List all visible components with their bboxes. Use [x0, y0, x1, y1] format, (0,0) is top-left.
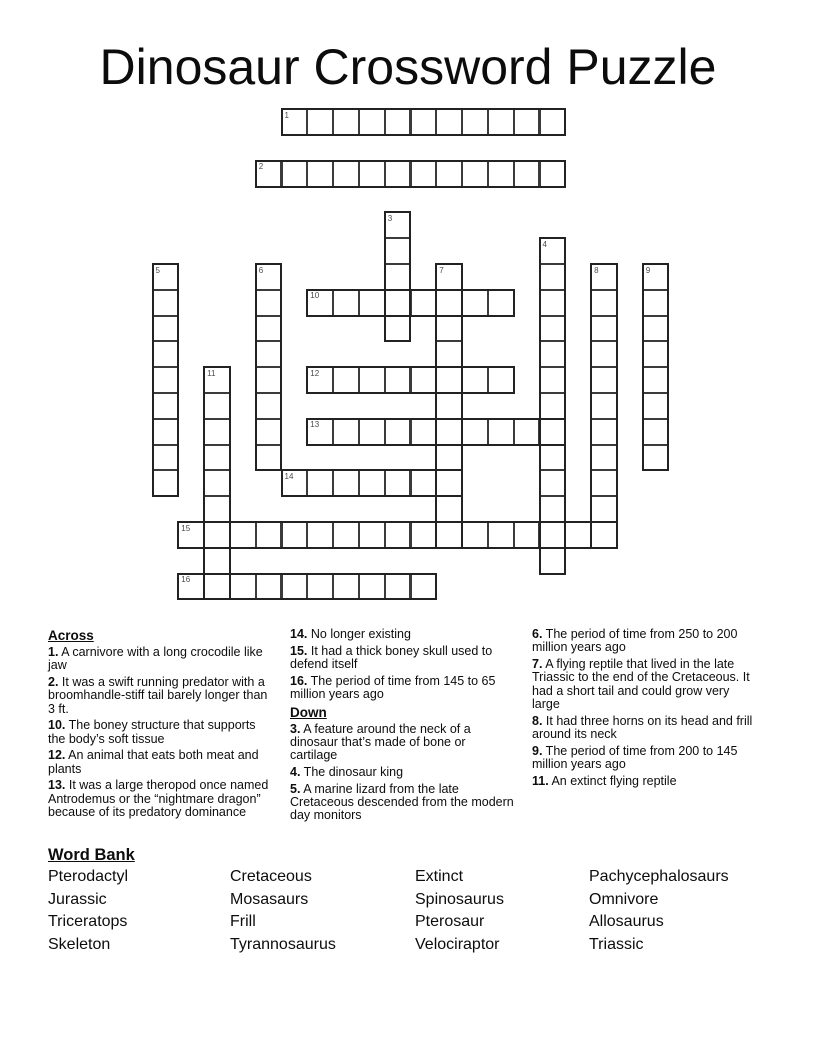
grid-cell[interactable]: [642, 418, 670, 446]
clue-down-11: 11. An extinct flying reptile: [532, 773, 677, 788]
grid-cell[interactable]: [255, 315, 283, 343]
word-bank-item: Jurassic: [48, 890, 107, 908]
grid-cell[interactable]: [461, 366, 489, 394]
cell-number-15: 15: [181, 523, 191, 533]
clue-across-1: 1. A carnivore with a long crocodile like jaw: [48, 645, 263, 673]
grid-cell[interactable]: [590, 289, 618, 317]
grid-cell[interactable]: [435, 418, 463, 446]
grid-cell[interactable]: [152, 418, 180, 446]
clue-column-3: [532, 628, 756, 791]
word-bank-item: Velociraptor: [415, 935, 500, 953]
clue-number: 1.: [48, 645, 59, 659]
grid-cell[interactable]: [332, 469, 360, 497]
grid-cell[interactable]: [539, 289, 567, 317]
grid-cell[interactable]: [435, 392, 463, 420]
clue-number: 12.: [48, 748, 66, 763]
grid-cell[interactable]: [152, 392, 180, 420]
grid-cell[interactable]: [590, 366, 618, 394]
grid-cell[interactable]: [281, 469, 309, 497]
grid-cell[interactable]: [513, 108, 541, 136]
grid-cell[interactable]: [306, 521, 334, 549]
puzzle-title: Dinosaur Crossword Puzzle: [99, 39, 717, 95]
grid-cell[interactable]: [152, 469, 180, 497]
word-bank-column-1: [48, 866, 128, 956]
clue-number: 8.: [532, 713, 543, 728]
clue-down-6: 6. The period of time from 250 to 200 million years ago: [532, 627, 738, 655]
grid-cell[interactable]: [435, 444, 463, 472]
cell-number-9: 9: [645, 265, 651, 275]
grid-cell[interactable]: [358, 418, 386, 446]
cell-number-10: 10: [310, 291, 320, 301]
grid-cell[interactable]: [642, 340, 670, 368]
clue-across-14: 14. No longer existing: [290, 627, 411, 641]
grid-cell[interactable]: [332, 108, 360, 136]
grid-cell[interactable]: [358, 573, 386, 601]
cell-number-14: 14: [284, 471, 294, 481]
grid-cell[interactable]: [384, 573, 412, 601]
grid-cell[interactable]: [203, 418, 231, 446]
clue-number: 16.: [290, 673, 308, 688]
grid-cell[interactable]: [358, 366, 386, 394]
cell-number-11: 11: [207, 368, 216, 378]
word-bank-column-2: [230, 866, 336, 956]
grid-cell[interactable]: [384, 418, 412, 446]
grid-cell[interactable]: [255, 340, 283, 368]
grid-cell[interactable]: [590, 469, 618, 497]
grid-cell[interactable]: [642, 444, 670, 472]
cell-number-12: 12: [310, 368, 320, 378]
clue-across-13: 13. It was a large theropod once named Antrodemus or the “nightmare dragon” because of its predatory dominance: [48, 778, 269, 820]
word-bank-item: Pachycephalosaurs: [589, 868, 729, 885]
grid-cell[interactable]: [590, 263, 618, 291]
grid-cell[interactable]: [590, 340, 618, 368]
clue-column-1: [48, 628, 272, 823]
grid-cell[interactable]: [539, 108, 567, 136]
clue-number: 2.: [48, 675, 59, 689]
grid-cell[interactable]: [410, 108, 438, 136]
grid-cell[interactable]: [384, 289, 412, 317]
grid-cell[interactable]: [177, 573, 205, 601]
grid-cell[interactable]: [590, 521, 618, 549]
grid-cell[interactable]: [410, 160, 438, 188]
grid-cell[interactable]: [281, 521, 309, 549]
clue-down-7: 7. A flying reptile that lived in the late Triassic to the end of the Cretaceous. It had a short tail and could grow very large: [532, 657, 750, 712]
grid-cell[interactable]: [539, 521, 567, 549]
grid-cell[interactable]: [642, 315, 670, 343]
grid-cell[interactable]: [539, 418, 567, 446]
word-bank-item: Tyrannosaurus: [230, 935, 336, 953]
grid-cell[interactable]: [203, 392, 231, 420]
grid-cell[interactable]: [461, 160, 489, 188]
grid-cell[interactable]: [255, 366, 283, 394]
word-bank-item: Spinosaurus: [415, 890, 504, 908]
grid-cell[interactable]: [435, 263, 463, 291]
grid-cell[interactable]: [590, 444, 618, 472]
grid-cell[interactable]: [435, 521, 463, 549]
grid-cell[interactable]: [642, 366, 670, 394]
grid-cell[interactable]: [410, 366, 438, 394]
clue-down-8: 8. It had three horns on its head and frill around its neck: [532, 713, 753, 742]
grid-cell[interactable]: [281, 573, 309, 601]
clue-number: 11.: [532, 773, 549, 788]
cell-number-3: 3: [387, 213, 393, 223]
grid-cell[interactable]: [255, 418, 283, 446]
word-bank-item: Skeleton: [48, 935, 111, 953]
word-bank-item: Mosasaurs: [230, 890, 309, 908]
word-bank-item: Triassic: [589, 935, 644, 953]
grid-cell[interactable]: [358, 289, 386, 317]
grid-cell[interactable]: [152, 444, 180, 472]
grid-cell[interactable]: [513, 160, 541, 188]
grid-cell[interactable]: [358, 160, 386, 188]
grid-cell[interactable]: [539, 160, 567, 188]
grid-cell[interactable]: [435, 160, 463, 188]
grid-cell[interactable]: [306, 289, 334, 317]
grid-cell[interactable]: [410, 521, 438, 549]
cell-number-4: 4: [542, 239, 547, 249]
grid-cell[interactable]: [203, 444, 231, 472]
grid-cell[interactable]: [435, 108, 463, 136]
clue-down-3: 3. A feature around the neck of a dinosaur that’s made of bone or cartilage: [290, 721, 471, 763]
word-bank-item: Pterosaur: [415, 913, 485, 931]
word-bank-item: Triceratops: [48, 913, 128, 931]
grid-cell[interactable]: [281, 108, 309, 136]
cell-number-7: 7: [439, 265, 444, 275]
grid-cell[interactable]: [539, 340, 567, 368]
clue-down-5: 5. A marine lizard from the late Cretaceous descended from the modern day monitors: [290, 781, 514, 823]
grid-cell[interactable]: [461, 521, 489, 549]
grid-cell[interactable]: [384, 469, 412, 497]
clue-column-2: [290, 628, 514, 826]
grid-cell[interactable]: [461, 289, 489, 317]
clue-number: 7.: [532, 657, 543, 671]
grid-cell[interactable]: [255, 392, 283, 420]
grid-cell[interactable]: [152, 289, 180, 317]
across-header: Across: [48, 628, 94, 643]
grid-cell[interactable]: [332, 289, 360, 317]
grid-cell[interactable]: [306, 366, 334, 394]
grid-cell[interactable]: [384, 366, 412, 394]
grid-cell[interactable]: [332, 160, 360, 188]
grid-cell[interactable]: [358, 469, 386, 497]
grid-cell[interactable]: [539, 469, 567, 497]
grid-cell[interactable]: [152, 366, 180, 394]
grid-cell[interactable]: [332, 366, 360, 394]
grid-cell[interactable]: [461, 418, 489, 446]
grid-cell[interactable]: [461, 108, 489, 136]
grid-cell[interactable]: [384, 160, 412, 188]
grid-cell[interactable]: [384, 521, 412, 549]
grid-cell[interactable]: [152, 315, 180, 343]
grid-cell[interactable]: [306, 108, 334, 136]
clue-across-2: 2. It was a swift running predator with a broomhandle-stiff tail barely longer than 3 ft.: [48, 675, 268, 716]
grid-cell[interactable]: [487, 289, 515, 317]
grid-cell[interactable]: [255, 444, 283, 472]
cell-number-6: 6: [258, 265, 264, 275]
cell-number-8: 8: [594, 265, 599, 275]
grid-cell[interactable]: [487, 418, 515, 446]
grid-cell[interactable]: [332, 573, 360, 601]
grid-cell[interactable]: [642, 263, 670, 291]
grid-cell[interactable]: [306, 160, 334, 188]
word-bank-item: Allosaurus: [589, 913, 664, 931]
cell-number-1: 1: [284, 110, 289, 120]
grid-cell[interactable]: [487, 160, 515, 188]
grid-cell[interactable]: [203, 495, 231, 523]
clue-number: 10.: [48, 718, 66, 733]
grid-cell[interactable]: [435, 366, 463, 394]
grid-cell[interactable]: [203, 521, 231, 549]
grid-cell[interactable]: [332, 418, 360, 446]
grid-cell[interactable]: [642, 289, 670, 317]
grid-cell[interactable]: [539, 237, 567, 265]
grid-cell[interactable]: [255, 573, 283, 601]
word-bank-column-3: [415, 866, 504, 956]
grid-cell[interactable]: [435, 469, 463, 497]
grid-cell[interactable]: [281, 160, 309, 188]
word-bank-item: Omnivore: [589, 890, 659, 908]
word-bank-item: Extinct: [415, 868, 464, 885]
grid-cell[interactable]: [539, 263, 567, 291]
grid-cell[interactable]: [203, 366, 231, 394]
grid-cell[interactable]: [255, 263, 283, 291]
grid-cell[interactable]: [539, 366, 567, 394]
grid-cell[interactable]: [306, 573, 334, 601]
grid-cell[interactable]: [487, 521, 515, 549]
clue-number: 15.: [290, 643, 308, 658]
down-header: Down: [290, 704, 327, 720]
grid-cell[interactable]: [487, 108, 515, 136]
grid-cell[interactable]: [384, 108, 412, 136]
grid-cell[interactable]: [642, 392, 670, 420]
grid-cell[interactable]: [384, 211, 412, 239]
cell-number-2: 2: [258, 162, 264, 172]
grid-cell[interactable]: [435, 289, 463, 317]
clue-down-4: 4. The dinosaur king: [290, 765, 404, 779]
grid-cell[interactable]: [435, 340, 463, 368]
grid-cell[interactable]: [539, 444, 567, 472]
grid-cell[interactable]: [203, 469, 231, 497]
grid-cell[interactable]: [539, 547, 567, 575]
clue-across-12: 12. An animal that eats both meat and plants: [48, 748, 259, 776]
clue-number: 9.: [532, 743, 543, 758]
cell-number-5: 5: [155, 265, 160, 275]
grid-cell[interactable]: [410, 418, 438, 446]
clue-number: 13.: [48, 778, 66, 793]
grid-cell[interactable]: [358, 108, 386, 136]
grid-cell[interactable]: [384, 263, 412, 291]
grid-cell[interactable]: [590, 418, 618, 446]
grid-cell[interactable]: [435, 495, 463, 523]
grid-cell[interactable]: [384, 315, 412, 343]
grid-cell[interactable]: [229, 573, 257, 601]
clue-down-9: 9. The period of time from 200 to 145 million years ago: [532, 743, 738, 772]
clue-number: 6.: [532, 627, 543, 641]
grid-cell[interactable]: [487, 366, 515, 394]
grid-cell[interactable]: [513, 521, 541, 549]
grid-cell[interactable]: [255, 289, 283, 317]
grid-cell[interactable]: [255, 160, 283, 188]
word-bank-item: Cretaceous: [230, 868, 312, 885]
grid-cell[interactable]: [306, 418, 334, 446]
grid-cell[interactable]: [410, 573, 438, 601]
grid-cell[interactable]: [539, 495, 567, 523]
grid-cell[interactable]: [332, 521, 360, 549]
grid-cell[interactable]: [203, 547, 231, 575]
grid-cell[interactable]: [564, 521, 592, 549]
grid-cell[interactable]: [152, 263, 180, 291]
grid-cell[interactable]: [384, 237, 412, 265]
clue-number: 5.: [290, 781, 301, 796]
clue-across-16: 16. The period of time from 145 to 65 million years ago: [290, 673, 496, 701]
grid-cell[interactable]: [152, 340, 180, 368]
word-bank-item: Frill: [230, 913, 256, 931]
grid-cell[interactable]: [590, 315, 618, 343]
grid-cell[interactable]: [513, 418, 541, 446]
grid-cell[interactable]: [539, 315, 567, 343]
clue-across-10: 10. The boney structure that supports the body’s soft tissue: [48, 718, 256, 746]
grid-cell[interactable]: [590, 392, 618, 420]
grid-cell[interactable]: [410, 469, 438, 497]
grid-cell[interactable]: [229, 521, 257, 549]
grid-cell[interactable]: [539, 392, 567, 420]
grid-cell[interactable]: [410, 289, 438, 317]
word-bank-header: Word Bank: [48, 846, 135, 864]
cell-number-13: 13: [310, 420, 320, 430]
grid-cell[interactable]: [306, 469, 334, 497]
grid-cell[interactable]: [255, 521, 283, 549]
cell-number-16: 16: [181, 575, 191, 585]
word-bank-item: Pterodactyl: [48, 868, 129, 885]
grid-cell[interactable]: [358, 521, 386, 549]
grid-cell[interactable]: [203, 573, 231, 601]
clue-number: 14.: [290, 627, 308, 641]
clue-number: 4.: [290, 765, 301, 779]
clue-across-15: 15. It had a thick boney skull used to defend itself: [290, 643, 493, 671]
clue-number: 3.: [290, 721, 301, 736]
grid-cell[interactable]: [435, 315, 463, 343]
grid-cell[interactable]: [590, 495, 618, 523]
grid-cell[interactable]: [177, 521, 205, 549]
word-bank-column-4: [589, 866, 729, 956]
